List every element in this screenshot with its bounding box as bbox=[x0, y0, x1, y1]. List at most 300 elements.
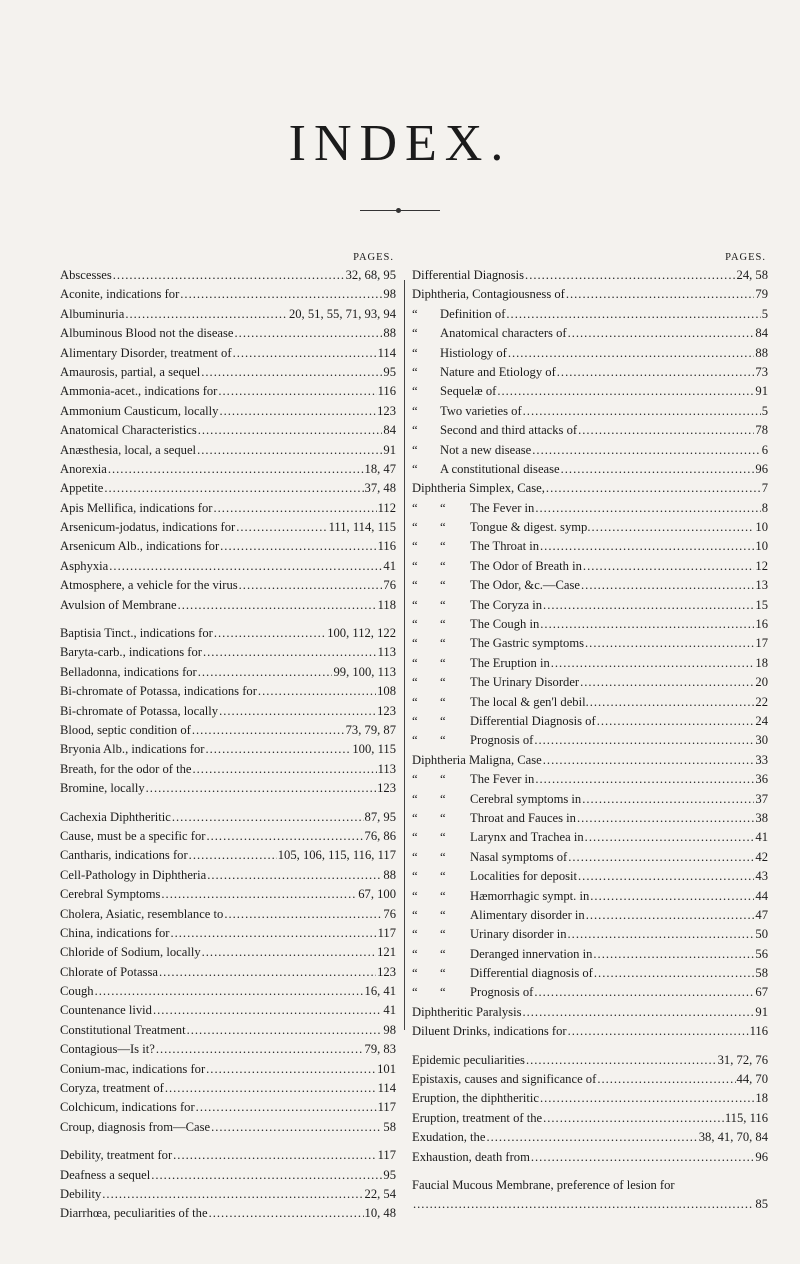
index-entry bbox=[60, 760, 396, 779]
index-entry bbox=[60, 982, 396, 1001]
ditto-mark: “ bbox=[440, 655, 446, 670]
entry-label: The Coryza in bbox=[470, 597, 543, 612]
ditto-mark: “ bbox=[440, 675, 446, 690]
leader-dots bbox=[585, 634, 754, 653]
leader-dots bbox=[578, 867, 754, 886]
ditto-mark: “ bbox=[440, 597, 446, 612]
entry-pages: 16, 41 bbox=[364, 984, 396, 999]
entry-pages: 91 bbox=[755, 1004, 768, 1019]
leader-dots bbox=[205, 740, 351, 759]
entry-pages: 79 bbox=[755, 287, 768, 302]
index-entry bbox=[60, 557, 396, 576]
leader-dots bbox=[218, 382, 376, 401]
ditto-mark: “ bbox=[440, 985, 446, 1000]
title-ornament-rule bbox=[360, 210, 440, 211]
index-entry bbox=[60, 537, 396, 556]
index-entry bbox=[412, 809, 768, 828]
entry-label: The Fever in bbox=[470, 500, 535, 515]
ditto-mark: “ bbox=[440, 578, 446, 593]
ditto-mark: “ bbox=[412, 403, 418, 418]
index-entry bbox=[412, 402, 768, 421]
index-entry bbox=[60, 682, 396, 701]
entry-label: Two varieties of bbox=[440, 403, 522, 418]
ditto-mark: “ bbox=[412, 772, 418, 787]
entry-label: Exudation, the bbox=[412, 1130, 486, 1145]
entry-pages: 121 bbox=[377, 945, 396, 960]
leader-dots bbox=[582, 790, 754, 809]
ditto-mark: “ bbox=[412, 849, 418, 864]
entry-pages: 98 bbox=[383, 287, 396, 302]
ditto-mark: “ bbox=[412, 345, 418, 360]
ditto-mark: “ bbox=[412, 539, 418, 554]
entry-pages: 58 bbox=[755, 966, 768, 981]
ditto-mark: “ bbox=[440, 772, 446, 787]
index-entry bbox=[60, 479, 396, 498]
index-entry bbox=[60, 344, 396, 363]
entry-pages: 8 bbox=[761, 500, 768, 515]
entry-pages: 12 bbox=[755, 558, 768, 573]
leader-dots bbox=[206, 1060, 376, 1079]
entry-label: Conium-mac, indications for bbox=[60, 1061, 206, 1076]
entry-pages: 38 bbox=[755, 810, 768, 825]
ditto-mark: “ bbox=[412, 733, 418, 748]
index-entry bbox=[60, 827, 396, 846]
index-entry bbox=[60, 460, 396, 479]
leader-dots bbox=[104, 479, 363, 498]
entry-label: Amaurosis, partial, a sequel bbox=[60, 364, 201, 379]
leader-dots bbox=[561, 460, 755, 479]
entry-label: The local & gen'l debil. bbox=[470, 694, 589, 709]
index-entry bbox=[60, 1079, 396, 1098]
entry-label: Croup, diagnosis from—Case bbox=[60, 1119, 211, 1134]
entry-label: Anæsthesia, local, a sequel bbox=[60, 442, 197, 457]
index-entry bbox=[412, 751, 768, 770]
entry-pages: 20 bbox=[755, 675, 768, 690]
index-entry bbox=[60, 1204, 396, 1223]
ditto-mark: “ bbox=[412, 966, 418, 981]
leader-dots bbox=[192, 721, 345, 740]
index-entry bbox=[60, 963, 396, 982]
entry-label: Blood, septic condition of bbox=[60, 722, 191, 737]
index-entry bbox=[60, 905, 396, 924]
leader-dots bbox=[258, 682, 376, 701]
page-title: INDEX. bbox=[288, 115, 512, 172]
ditto-mark: “ bbox=[440, 907, 446, 922]
entry-pages: 114 bbox=[377, 345, 396, 360]
entry-pages: 43 bbox=[755, 869, 768, 884]
entry-label: The Odor, &c.—Case bbox=[470, 578, 581, 593]
entry-label: Diphtheria Simplex, Case, bbox=[412, 481, 545, 496]
leader-dots bbox=[593, 945, 754, 964]
column-divider bbox=[404, 280, 405, 1030]
leader-dots bbox=[159, 963, 376, 982]
entry-pages: 85 bbox=[755, 1197, 768, 1212]
index-entry bbox=[60, 266, 396, 285]
entry-pages: 98 bbox=[383, 1022, 396, 1037]
entry-label: Diluent Drinks, indications for bbox=[412, 1024, 567, 1039]
leader-dots bbox=[586, 906, 755, 925]
entry-pages: 22 bbox=[755, 694, 768, 709]
entry-label: Aconite, indications for bbox=[60, 287, 180, 302]
entry-pages: 91 bbox=[383, 442, 396, 457]
entry-label: Bromine, locally bbox=[60, 781, 145, 796]
entry-pages: 113 bbox=[377, 645, 396, 660]
entry-label: Deafness a sequel bbox=[60, 1167, 151, 1182]
ditto-mark: “ bbox=[440, 500, 446, 515]
entry-pages: 42 bbox=[755, 849, 768, 864]
entry-label: Cerebral symptoms in bbox=[470, 791, 582, 806]
ditto-mark: “ bbox=[412, 597, 418, 612]
entry-pages: 32, 68, 95 bbox=[345, 268, 396, 282]
entry-pages: 44 bbox=[755, 888, 768, 903]
leader-dots bbox=[413, 1195, 754, 1214]
leader-dots bbox=[196, 1098, 377, 1117]
entry-pages: 47 bbox=[755, 907, 768, 922]
index-entry bbox=[412, 615, 768, 634]
leader-dots bbox=[209, 1204, 364, 1223]
entry-pages: 13 bbox=[755, 578, 768, 593]
entry-label: Nature and Etiology of bbox=[440, 364, 556, 379]
entry-pages: 67 bbox=[755, 985, 768, 1000]
entry-pages: 111, 114, 115 bbox=[328, 520, 396, 535]
index-entry bbox=[412, 790, 768, 809]
index-entry bbox=[60, 1185, 396, 1204]
entry-pages: 117 bbox=[377, 1100, 396, 1115]
entry-pages: 5 bbox=[761, 306, 768, 321]
ditto-mark: “ bbox=[412, 830, 418, 845]
entry-label: Throat and Fauces in bbox=[470, 810, 576, 825]
ditto-mark: “ bbox=[412, 423, 418, 438]
index-entry bbox=[60, 1001, 396, 1020]
entry-label: Anorexia bbox=[60, 461, 107, 476]
leader-dots bbox=[506, 305, 760, 324]
entry-pages: 30 bbox=[755, 733, 768, 748]
entry-pages: 58 bbox=[383, 1119, 396, 1134]
leader-dots bbox=[125, 305, 288, 324]
index-entry bbox=[412, 1089, 768, 1108]
leader-dots bbox=[535, 770, 754, 789]
entry-label: Second and third attacks of bbox=[440, 423, 578, 438]
index-entry bbox=[412, 654, 768, 673]
entry-pages: 100, 115 bbox=[352, 742, 396, 757]
ditto-mark: “ bbox=[412, 578, 418, 593]
entry-label: Abscesses bbox=[60, 268, 112, 282]
entry-pages: 95 bbox=[383, 364, 396, 379]
ditto-mark: “ bbox=[412, 442, 418, 457]
leader-dots bbox=[523, 402, 761, 421]
index-entry bbox=[412, 1070, 768, 1089]
leader-dots bbox=[189, 846, 277, 865]
index-entry bbox=[60, 421, 396, 440]
leader-dots bbox=[187, 1021, 383, 1040]
entry-label: Chloride of Sodium, locally bbox=[60, 945, 201, 960]
leader-dots bbox=[534, 983, 754, 1002]
entry-pages: 117 bbox=[377, 925, 396, 940]
index-entry bbox=[412, 712, 768, 731]
ditto-mark: “ bbox=[440, 810, 446, 825]
leader-dots bbox=[214, 499, 377, 518]
index-entry bbox=[412, 945, 768, 964]
leader-dots bbox=[543, 751, 755, 770]
entry-label: Anatomical Characteristics bbox=[60, 423, 197, 438]
entry-label: Epistaxis, causes and significance of bbox=[412, 1072, 597, 1087]
entry-pages: 87, 95 bbox=[364, 809, 396, 824]
leader-dots bbox=[156, 1040, 364, 1059]
index-entry bbox=[60, 1098, 396, 1117]
index-entry bbox=[412, 382, 768, 401]
entry-label: The Throat in bbox=[470, 539, 540, 554]
entry-pages: 16 bbox=[755, 617, 768, 632]
entry-label: Alimentary disorder in bbox=[470, 907, 585, 922]
ditto-mark: “ bbox=[412, 520, 418, 535]
entry-label: Appetite bbox=[60, 481, 104, 496]
entry-label: Countenance livid bbox=[60, 1003, 152, 1018]
entry-pages: 73, 79, 87 bbox=[345, 722, 396, 737]
index-entry bbox=[412, 421, 768, 440]
index-list-left bbox=[60, 266, 396, 1224]
index-entry bbox=[60, 285, 396, 304]
index-entry bbox=[412, 925, 768, 944]
entry-label: Ammonium Causticum, locally bbox=[60, 403, 219, 418]
leader-dots bbox=[592, 518, 755, 537]
leader-dots bbox=[219, 402, 376, 421]
entry-label: Atmosphere, a vehicle for the virus bbox=[60, 578, 238, 593]
index-entry bbox=[412, 1128, 768, 1147]
leader-dots bbox=[214, 624, 326, 643]
leader-dots bbox=[198, 421, 383, 440]
entry-pages: 118 bbox=[377, 597, 396, 612]
entry-pages: 117 bbox=[377, 1148, 396, 1163]
index-entry bbox=[412, 479, 768, 498]
ditto-mark: “ bbox=[440, 888, 446, 903]
entry-label: Diphtheria, Contagiousness of bbox=[412, 287, 565, 302]
ditto-mark: “ bbox=[412, 500, 418, 515]
leader-dots bbox=[531, 1148, 755, 1167]
index-entry bbox=[60, 441, 396, 460]
entry-label: Sequelæ of bbox=[440, 384, 497, 399]
entry-label: Tongue & digest. symp. bbox=[470, 520, 591, 535]
entry-pages: 41 bbox=[383, 1003, 396, 1018]
leader-dots bbox=[235, 324, 383, 343]
entry-pages: 31, 72, 76 bbox=[717, 1052, 768, 1067]
leader-dots bbox=[161, 885, 357, 904]
entry-pages: 123 bbox=[377, 703, 396, 718]
index-entry bbox=[60, 382, 396, 401]
index-entry bbox=[412, 867, 768, 886]
leader-dots bbox=[577, 809, 754, 828]
leader-dots bbox=[540, 537, 754, 556]
entry-pages: 123 bbox=[377, 781, 396, 796]
leader-dots bbox=[203, 643, 377, 662]
entry-pages: 10, 48 bbox=[364, 1206, 396, 1221]
entry-label: Localities for deposit bbox=[470, 869, 578, 884]
entry-pages: 41 bbox=[383, 558, 396, 573]
index-entry bbox=[412, 344, 768, 363]
ditto-mark: “ bbox=[440, 946, 446, 961]
entry-label: Not a new disease bbox=[440, 442, 532, 457]
entry-pages: 88 bbox=[755, 345, 768, 360]
entry-label: Diphtheritic Paralysis bbox=[412, 1004, 522, 1019]
leader-dots bbox=[165, 1079, 377, 1098]
entry-pages: 76 bbox=[383, 906, 396, 921]
entry-pages: 37, 48 bbox=[364, 481, 396, 496]
index-entry bbox=[412, 499, 768, 518]
leader-dots bbox=[201, 363, 382, 382]
entry-pages: 18 bbox=[755, 1091, 768, 1106]
index-entry bbox=[60, 721, 396, 740]
leader-dots bbox=[508, 344, 755, 363]
entry-label: The Fever in bbox=[470, 772, 535, 787]
leader-dots bbox=[197, 441, 382, 460]
entry-pages: 123 bbox=[377, 403, 396, 418]
index-column-left bbox=[60, 250, 396, 1224]
index-entry bbox=[60, 846, 396, 865]
entry-pages: 96 bbox=[755, 461, 768, 476]
entry-pages: 5 bbox=[761, 403, 768, 418]
entry-label: Urinary disorder in bbox=[470, 927, 567, 942]
entry-label: Cachexia Diphtheritic bbox=[60, 809, 171, 824]
entry-pages: 123 bbox=[377, 964, 396, 979]
ditto-mark: “ bbox=[440, 539, 446, 554]
index-entry bbox=[60, 1118, 396, 1137]
ditto-mark: “ bbox=[412, 461, 418, 476]
index-entry bbox=[60, 702, 396, 721]
entry-pages: 116 bbox=[377, 539, 396, 554]
leader-dots bbox=[193, 760, 377, 779]
leader-dots bbox=[219, 702, 376, 721]
entry-label: Albuminous Blood not the disease bbox=[60, 326, 234, 341]
leader-dots bbox=[102, 1185, 363, 1204]
entry-pages: 96 bbox=[755, 1149, 768, 1164]
entry-pages: 88 bbox=[383, 326, 396, 341]
entry-pages: 114 bbox=[377, 1081, 396, 1096]
ditto-mark: “ bbox=[412, 694, 418, 709]
entry-label: Colchicum, indications for bbox=[60, 1100, 195, 1115]
entry-pages: 91 bbox=[755, 384, 768, 399]
entry-label: Larynx and Trachea in bbox=[470, 830, 584, 845]
index-entry bbox=[60, 518, 396, 537]
ditto-mark: “ bbox=[412, 306, 418, 321]
entry-pages: 33 bbox=[755, 752, 768, 767]
entry-pages: 44, 70 bbox=[736, 1072, 768, 1087]
entry-label: Arsenicum-jodatus, indications for bbox=[60, 520, 236, 535]
index-entry bbox=[60, 866, 396, 885]
leader-dots bbox=[534, 731, 754, 750]
entry-label: Avulsion of Membrane bbox=[60, 597, 177, 612]
index-entry bbox=[412, 1148, 768, 1167]
entry-pages: 38, 41, 70, 84 bbox=[698, 1130, 768, 1145]
index-entry bbox=[60, 924, 396, 943]
leader-dots bbox=[597, 1070, 735, 1089]
entry-pages: 6 bbox=[761, 442, 768, 457]
entry-label: Cerebral Symptoms bbox=[60, 887, 161, 902]
leader-dots bbox=[540, 1089, 754, 1108]
entry-pages: 100, 112, 122 bbox=[327, 626, 396, 641]
entry-pages: 37 bbox=[755, 791, 768, 806]
index-entry bbox=[412, 324, 768, 343]
index-entry bbox=[412, 1109, 768, 1128]
ditto-mark: “ bbox=[440, 558, 446, 573]
index-entry bbox=[412, 518, 768, 537]
leader-dots bbox=[497, 382, 754, 401]
leader-dots bbox=[236, 518, 327, 537]
entry-label: Debility, treatment for bbox=[60, 1148, 173, 1163]
index-entry bbox=[412, 460, 768, 479]
ditto-mark: “ bbox=[440, 830, 446, 845]
leader-dots bbox=[532, 441, 760, 460]
entry-pages: 15 bbox=[755, 597, 768, 612]
leader-dots bbox=[526, 1051, 717, 1070]
entry-pages: 22, 54 bbox=[364, 1186, 396, 1201]
leader-dots bbox=[153, 1001, 382, 1020]
leader-dots bbox=[581, 576, 754, 595]
leader-dots bbox=[206, 827, 363, 846]
index-entry bbox=[412, 363, 768, 382]
ditto-mark: “ bbox=[412, 985, 418, 1000]
index-entry bbox=[60, 779, 396, 798]
leader-dots bbox=[597, 712, 755, 731]
entry-label: Contagious—Is it? bbox=[60, 1042, 155, 1057]
leader-dots bbox=[239, 576, 383, 595]
leader-dots bbox=[580, 673, 754, 692]
leader-dots bbox=[108, 460, 364, 479]
leader-dots bbox=[233, 344, 377, 363]
index-entry bbox=[412, 576, 768, 595]
ditto-mark: “ bbox=[440, 966, 446, 981]
entry-label: Definition of bbox=[440, 306, 506, 321]
index-entry bbox=[60, 1146, 396, 1165]
entry-label: Bi-chromate of Potassa, locally bbox=[60, 703, 219, 718]
index-entry bbox=[412, 731, 768, 750]
leader-dots bbox=[224, 905, 382, 924]
index-entry bbox=[60, 324, 396, 343]
ditto-mark: “ bbox=[412, 326, 418, 341]
index-entry bbox=[412, 887, 768, 906]
entry-label: A constitutional disease bbox=[440, 461, 560, 476]
ditto-mark: “ bbox=[440, 617, 446, 632]
leader-dots bbox=[568, 848, 754, 867]
entry-label: Alimentary Disorder, treatment of bbox=[60, 345, 232, 360]
entry-label: Coryza, treatment of bbox=[60, 1081, 164, 1096]
leader-dots bbox=[578, 421, 754, 440]
ditto-mark: “ bbox=[412, 810, 418, 825]
index-entry bbox=[412, 441, 768, 460]
entry-label: Ammonia-acet., indications for bbox=[60, 384, 218, 399]
index-entry bbox=[60, 624, 396, 643]
entry-pages: 7 bbox=[761, 481, 768, 496]
leader-dots bbox=[146, 779, 376, 798]
entry-pages: 41 bbox=[755, 830, 768, 845]
ditto-mark: “ bbox=[412, 907, 418, 922]
leader-dots bbox=[568, 1022, 749, 1041]
entry-pages: 24, 58 bbox=[736, 268, 768, 282]
entry-label: Prognosis of bbox=[470, 733, 534, 748]
entry-label: Deranged innervation in bbox=[470, 946, 593, 961]
leader-dots bbox=[543, 1109, 724, 1128]
index-entry bbox=[412, 1051, 768, 1070]
index-entry bbox=[412, 285, 768, 304]
entry-label: Prognosis of bbox=[470, 985, 534, 1000]
entry-label: Cholera, Asiatic, resemblance to bbox=[60, 906, 224, 921]
leader-dots bbox=[594, 964, 755, 983]
entry-label: Constitutional Treatment bbox=[60, 1022, 186, 1037]
leader-dots bbox=[546, 479, 761, 498]
leader-dots bbox=[178, 596, 377, 615]
entry-pages: 101 bbox=[377, 1061, 396, 1076]
leader-dots bbox=[172, 808, 364, 827]
ditto-mark: “ bbox=[412, 364, 418, 379]
ditto-mark: “ bbox=[440, 869, 446, 884]
